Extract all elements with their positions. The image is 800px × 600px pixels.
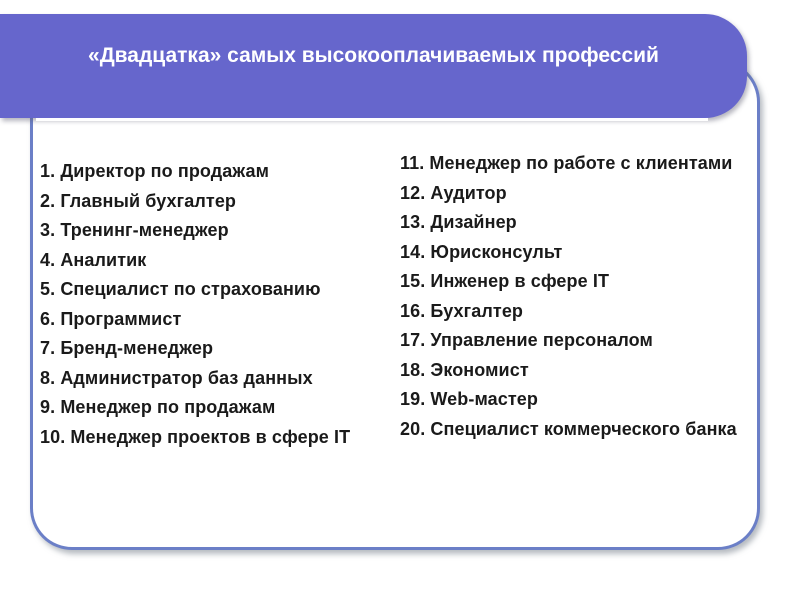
list-item: 16. Бухгалтер xyxy=(400,300,524,321)
list-item: 7. Бренд-менеджер xyxy=(40,338,214,358)
list-item: 9. Менеджер по продажам xyxy=(40,397,276,417)
list-item: 20. Специалист коммерческого банка xyxy=(400,418,737,439)
list-item: 8. Администратор баз данных xyxy=(40,367,313,388)
list-item: 4. Аналитик xyxy=(40,249,147,270)
list-item: 10. Менеджер проектов в сфере IT xyxy=(40,426,351,447)
title-bar xyxy=(0,14,747,118)
professions-list-right xyxy=(400,152,752,447)
list-item: 18. Экономист xyxy=(400,359,529,380)
list-item: 14. Юрисконсульт xyxy=(400,241,563,262)
list-item: 11. Менеджер по работе с клиентами xyxy=(400,153,733,173)
title-underline xyxy=(36,118,708,121)
list-item: 3. Тренинг-менеджер xyxy=(40,220,229,240)
list-item: 13. Дизайнер xyxy=(400,212,517,232)
list-item: 6. Программист xyxy=(40,308,182,329)
professions-list-left xyxy=(40,160,392,455)
list-item: 1. Директор по продажам xyxy=(40,161,270,181)
list-item: 19. Web-мастер xyxy=(400,389,539,409)
list-item: 5. Специалист по страхованию xyxy=(40,279,321,299)
list-item: 17. Управление персоналом xyxy=(400,330,653,350)
list-item: 15. Инженер в сфере IT xyxy=(400,271,610,291)
list-item: 12. Аудитор xyxy=(400,182,507,203)
list-item: 2. Главный бухгалтер xyxy=(40,190,237,211)
slide-title: «Двадцатка» самых высокооплачиваемых профессий xyxy=(88,44,659,67)
